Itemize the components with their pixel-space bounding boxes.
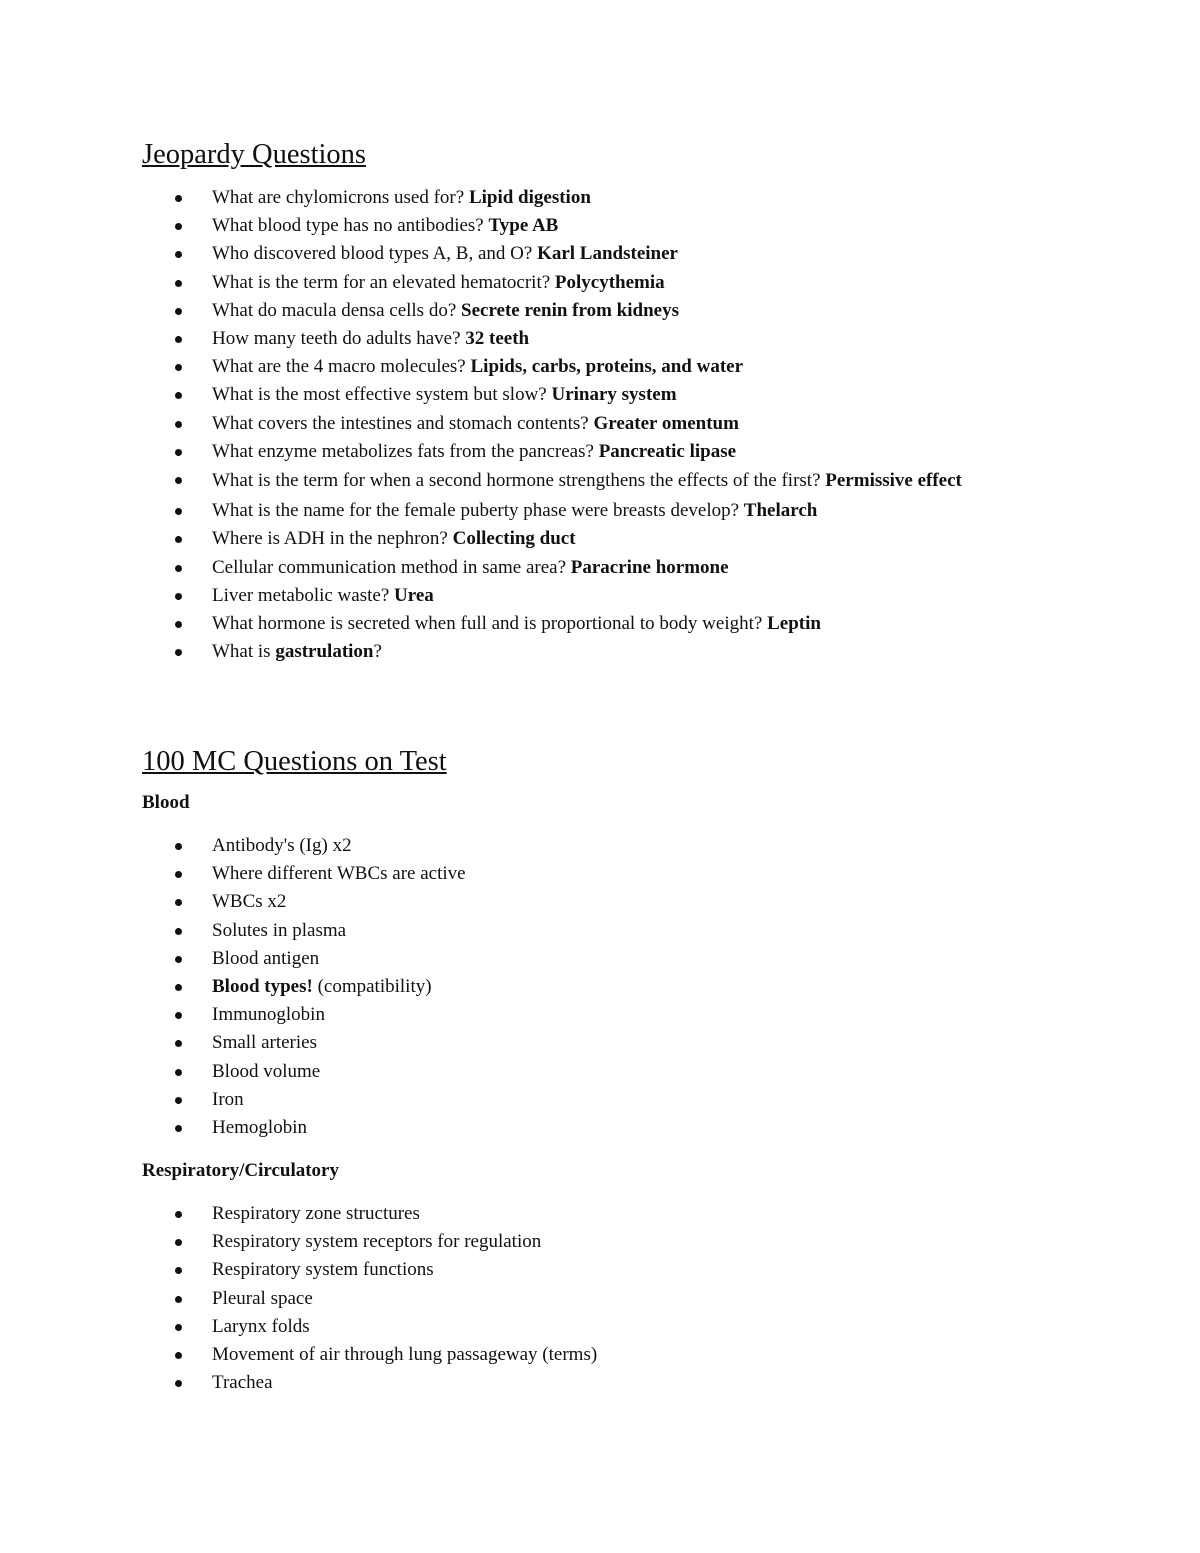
list-item: Respiratory system receptors for regulation — [142, 1228, 1022, 1256]
blood-list — [142, 832, 1022, 1142]
list-item: What is the term for when a second hormone strengthens the effects of the first? Permissive effect — [142, 466, 1022, 497]
jeopardy-heading: Jeopardy Questions — [142, 139, 367, 170]
mc-heading: 100 MC Questions on Test — [142, 746, 447, 777]
list-item: Who discovered blood types A, B, and O? Karl Landsteiner — [142, 240, 1022, 268]
list-item: Solutes in plasma — [142, 917, 1022, 945]
list-item: What is the most effective system but slow? Urinary system — [142, 381, 1022, 409]
list-item: What enzyme metabolizes fats from the pancreas? Pancreatic lipase — [142, 438, 1022, 466]
list-item: Iron — [142, 1086, 1022, 1114]
list-item: What is gastrulation? — [142, 638, 1022, 666]
list-item: Antibody's (Ig) x2 — [142, 832, 1022, 860]
list-item: What hormone is secreted when full and is proportional to body weight? Leptin — [142, 610, 1022, 638]
list-item: What is the term for an elevated hematocrit? Polycythemia — [142, 269, 1022, 297]
list-item: What are the 4 macro molecules? Lipids, carbs, proteins, and water — [142, 353, 1022, 381]
list-item: What do macula densa cells do? Secrete renin from kidneys — [142, 297, 1022, 325]
list-item: Larynx folds — [142, 1313, 1022, 1341]
list-item: Respiratory zone structures — [142, 1200, 1022, 1228]
list-item: What is the name for the female puberty phase were breasts develop? Thelarch — [142, 497, 1022, 525]
list-item: Hemoglobin — [142, 1114, 1022, 1142]
list-item: Pleural space — [142, 1285, 1022, 1313]
list-item: How many teeth do adults have? 32 teeth — [142, 325, 1022, 353]
list-item: Immunoglobin — [142, 1001, 1022, 1029]
list-item: Blood antigen — [142, 945, 1022, 973]
list-item: Cellular communication method in same area? Paracrine hormone — [142, 554, 1022, 582]
respiratory-list — [142, 1200, 1022, 1397]
list-item: What blood type has no antibodies? Type AB — [142, 212, 1022, 240]
list-item: Where different WBCs are active — [142, 860, 1022, 888]
list-item: Where is ADH in the nephron? Collecting duct — [142, 525, 1022, 553]
list-item: What are chylomicrons used for? Lipid digestion — [142, 184, 1022, 212]
list-item: Blood volume — [142, 1058, 1022, 1086]
list-item: Liver metabolic waste? Urea — [142, 582, 1022, 610]
list-item: WBCs x2 — [142, 888, 1022, 916]
list-item: What covers the intestines and stomach contents? Greater omentum — [142, 410, 1022, 438]
jeopardy-list — [142, 184, 1022, 666]
list-item: Blood types! (compatibility) — [142, 973, 1022, 1001]
list-item: Small arteries — [142, 1029, 1022, 1057]
blood-subheading: Blood — [142, 792, 190, 813]
list-item: Trachea — [142, 1369, 1022, 1397]
respiratory-subheading: Respiratory/Circulatory — [142, 1160, 339, 1181]
list-item: Respiratory system functions — [142, 1256, 1022, 1284]
list-item: Movement of air through lung passageway (terms) — [142, 1341, 1022, 1369]
